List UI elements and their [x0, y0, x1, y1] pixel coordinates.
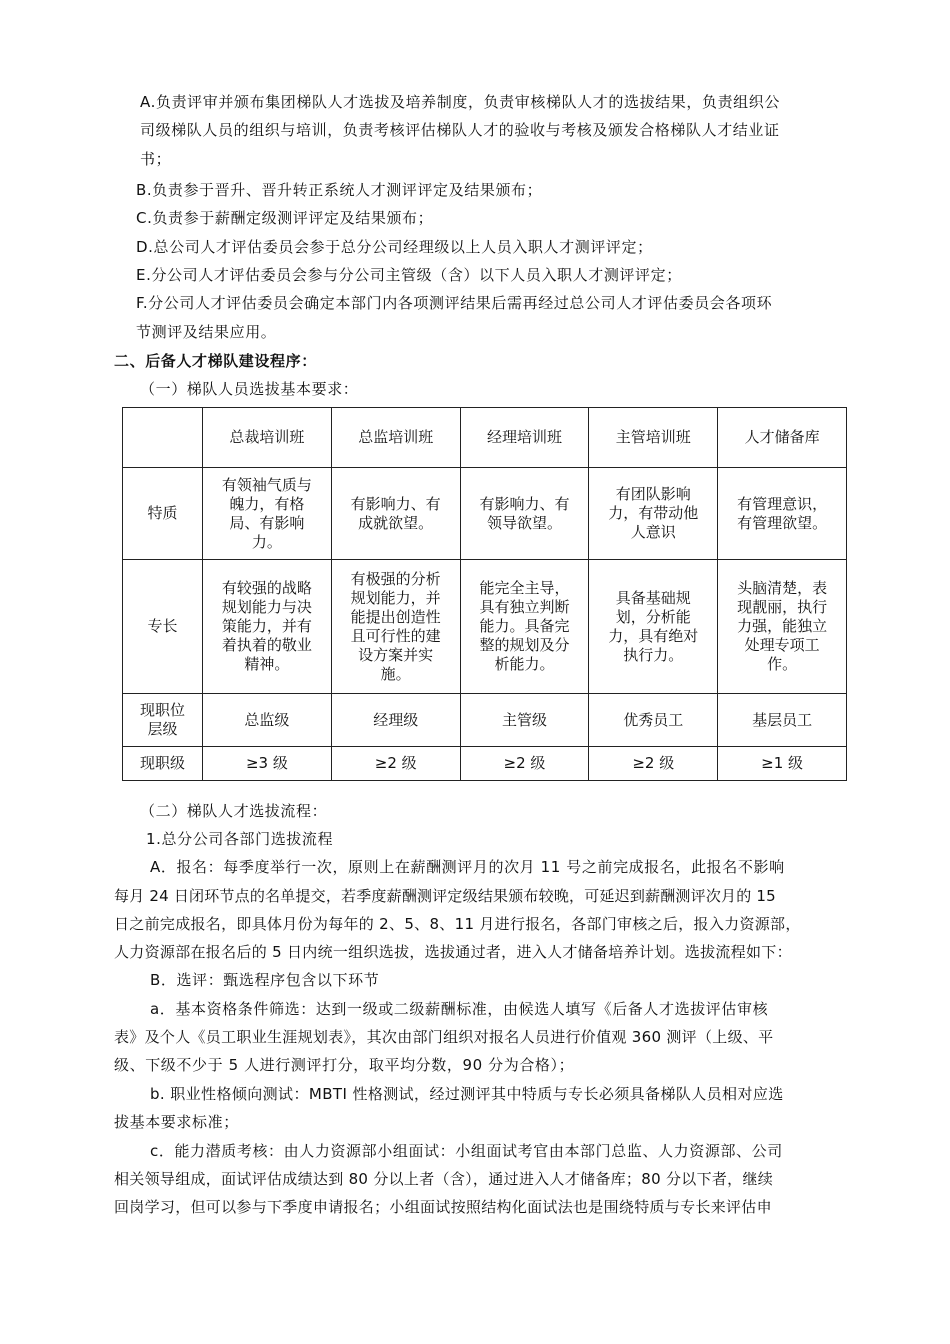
table-cell: 主管级 — [460, 694, 589, 747]
table-cell: ≥3 级 — [203, 747, 332, 781]
table-cell: ≥1 级 — [718, 747, 847, 781]
cell-text: 头脑清楚，表现靓丽，执行力强，能独立处理专项工作。 — [737, 579, 828, 673]
cell-text: 有团队影响力，有带动他人意识 — [608, 485, 699, 541]
table-cell — [460, 468, 589, 560]
table-cell: ≥2 级 — [589, 747, 718, 781]
process-a-line1: A．报名：每季度举行一次，原则上在薪酬测评月的次月 11 号之前完成报名，此报名不影响 — [150, 858, 785, 876]
table-cell — [331, 560, 460, 694]
process-sa-line2: 表》及个人《员工职业生涯规划表》，其次由部门组织对报名人员进行价值观 360 测评（上级、平 — [114, 1028, 774, 1046]
process-sa-line1: a．基本资格条件筛选：达到一级或二级薪酬标准，由候选人填写《后备人才选拔评估审核 — [150, 1000, 769, 1018]
resp-a-line2: 司级梯队人员的组织与培训，负责考核评估梯队人才的验收与考核及颁发合格梯队人才结业证 — [140, 121, 780, 139]
talent-ladder-table — [122, 407, 847, 781]
resp-a-line1: A.负责评审并颁布集团梯队人才选拔及培养制度，负责审核梯队人才的选拔结果，负责组织公 — [140, 93, 780, 111]
process-sc-line3: 回岗学习，但可以参与下季度申请报名；小组面试按照结构化面试法也是围绕特质与专长来评估申 — [114, 1198, 772, 1216]
cell-text: 有影响力、有领导欲望。 — [479, 494, 570, 532]
process-sc-line2: 相关领导组成，面试评估成绩达到 80 分以上者（含），通过进入人才储备库；80 分以下者，继续 — [114, 1170, 774, 1188]
subsection-2-heading: （二）梯队人才选拔流程： — [140, 802, 328, 820]
table-row — [123, 560, 847, 694]
subsection-1-heading: （一）梯队人员选拔基本要求： — [140, 380, 359, 398]
process-sa-line3: 级、下级不少于 5 人进行测评打分，取平均分数，90 分为合格）； — [114, 1056, 575, 1074]
process-a-line2: 每月 24 日闭环节点的名单提交，若季度薪酬测评定级结果颁布较晚，可延迟到薪酬测评次月的 15 — [114, 887, 776, 905]
resp-f-line1: F.分公司人才评估委员会确定本部门内各项测评结果后需再经过总公司人才评估委员会各项环 — [136, 294, 773, 312]
table-cell — [718, 468, 847, 560]
process-sb-line1: b. 职业性格倾向测试：MBTI 性格测试，经过测评其中特质与专长必须具备梯队人员相对应选 — [150, 1085, 784, 1103]
table-cell — [460, 560, 589, 694]
table-cell — [203, 468, 332, 560]
header-cell-empty — [123, 408, 203, 468]
header-cell: 主管培训班 — [589, 408, 718, 468]
cell-text: 有领袖气质与魄力，有格局、有影响力。 — [221, 475, 312, 551]
resp-b: B.负责参于晋升、晋升转正系统人才测评评定及结果颁布； — [136, 181, 543, 199]
table-cell: ≥2 级 — [331, 747, 460, 781]
row-label: 现职级 — [123, 747, 203, 781]
table-cell: 基层员工 — [718, 694, 847, 747]
header-cell: 人才储备库 — [718, 408, 847, 468]
row-label-text: 现职位层级 — [139, 701, 185, 738]
resp-f-line2: 节测评及结果应用。 — [136, 323, 277, 341]
table-cell — [589, 560, 718, 694]
cell-text: 能完全主导，具有独立判断能力。具备完整的规划及分析能力。 — [479, 579, 570, 673]
table-cell: 优秀员工 — [589, 694, 718, 747]
process-item-1: 1.总分公司各部门选拔流程 — [146, 830, 334, 848]
cell-text: 有管理意识，有管理欲望。 — [737, 494, 828, 532]
row-label: 特质 — [123, 468, 203, 560]
process-sb-line2: 拔基本要求标准； — [114, 1113, 239, 1131]
cell-text: 有极强的分析规划能力，并能提出创造性且可行性的建设方案并实施。 — [350, 569, 441, 683]
resp-a-line3: 书； — [140, 150, 172, 168]
header-cell: 经理培训班 — [460, 408, 589, 468]
table-cell: ≥2 级 — [460, 747, 589, 781]
table-cell: 经理级 — [331, 694, 460, 747]
cell-text: 有较强的战略规划能力与决策能力，并有着执着的敬业精神。 — [221, 579, 312, 673]
table-row — [123, 468, 847, 560]
row-label — [123, 694, 203, 747]
table-cell — [203, 560, 332, 694]
process-a-line4: 人力资源部在报名后的 5 日内统一组织选拔，选拔通过者，进入人才储备培养计划。选拔流程如下： — [114, 943, 792, 961]
table-cell — [331, 468, 460, 560]
row-label: 专长 — [123, 560, 203, 694]
process-a-line3: 日之前完成报名，即具体月份为每年的 2、5、8、11 月进行报名，各部门审核之后，报入力资源部， — [114, 915, 801, 933]
table-cell: 总监级 — [203, 694, 332, 747]
cell-text: 具备基础规划，分析能力，具有绝对执行力。 — [608, 588, 699, 664]
table-row — [123, 694, 847, 747]
table-header-row — [123, 408, 847, 468]
process-b: B．选评：甄选程序包含以下环节 — [150, 971, 380, 989]
table-cell — [718, 560, 847, 694]
cell-text: 有影响力、有成就欲望。 — [350, 494, 441, 532]
table-row — [123, 747, 847, 781]
resp-c: C.负责参于薪酬定级测评评定及结果颁布； — [136, 209, 434, 227]
header-cell: 总监培训班 — [331, 408, 460, 468]
section-2-heading: 二、后备人才梯队建设程序： — [114, 352, 317, 370]
resp-d: D.总公司人才评估委员会参于总分公司经理级以上人员入职人才测评评定； — [136, 238, 653, 256]
header-cell: 总裁培训班 — [203, 408, 332, 468]
process-sc-line1: c．能力潜质考核：由人力资源部小组面试：小组面试考官由本部门总监、人力资源部、公司 — [150, 1142, 783, 1160]
table-cell — [589, 468, 718, 560]
resp-e: E.分公司人才评估委员会参与分公司主管级（含）以下人员入职人才测评评定； — [136, 266, 682, 284]
